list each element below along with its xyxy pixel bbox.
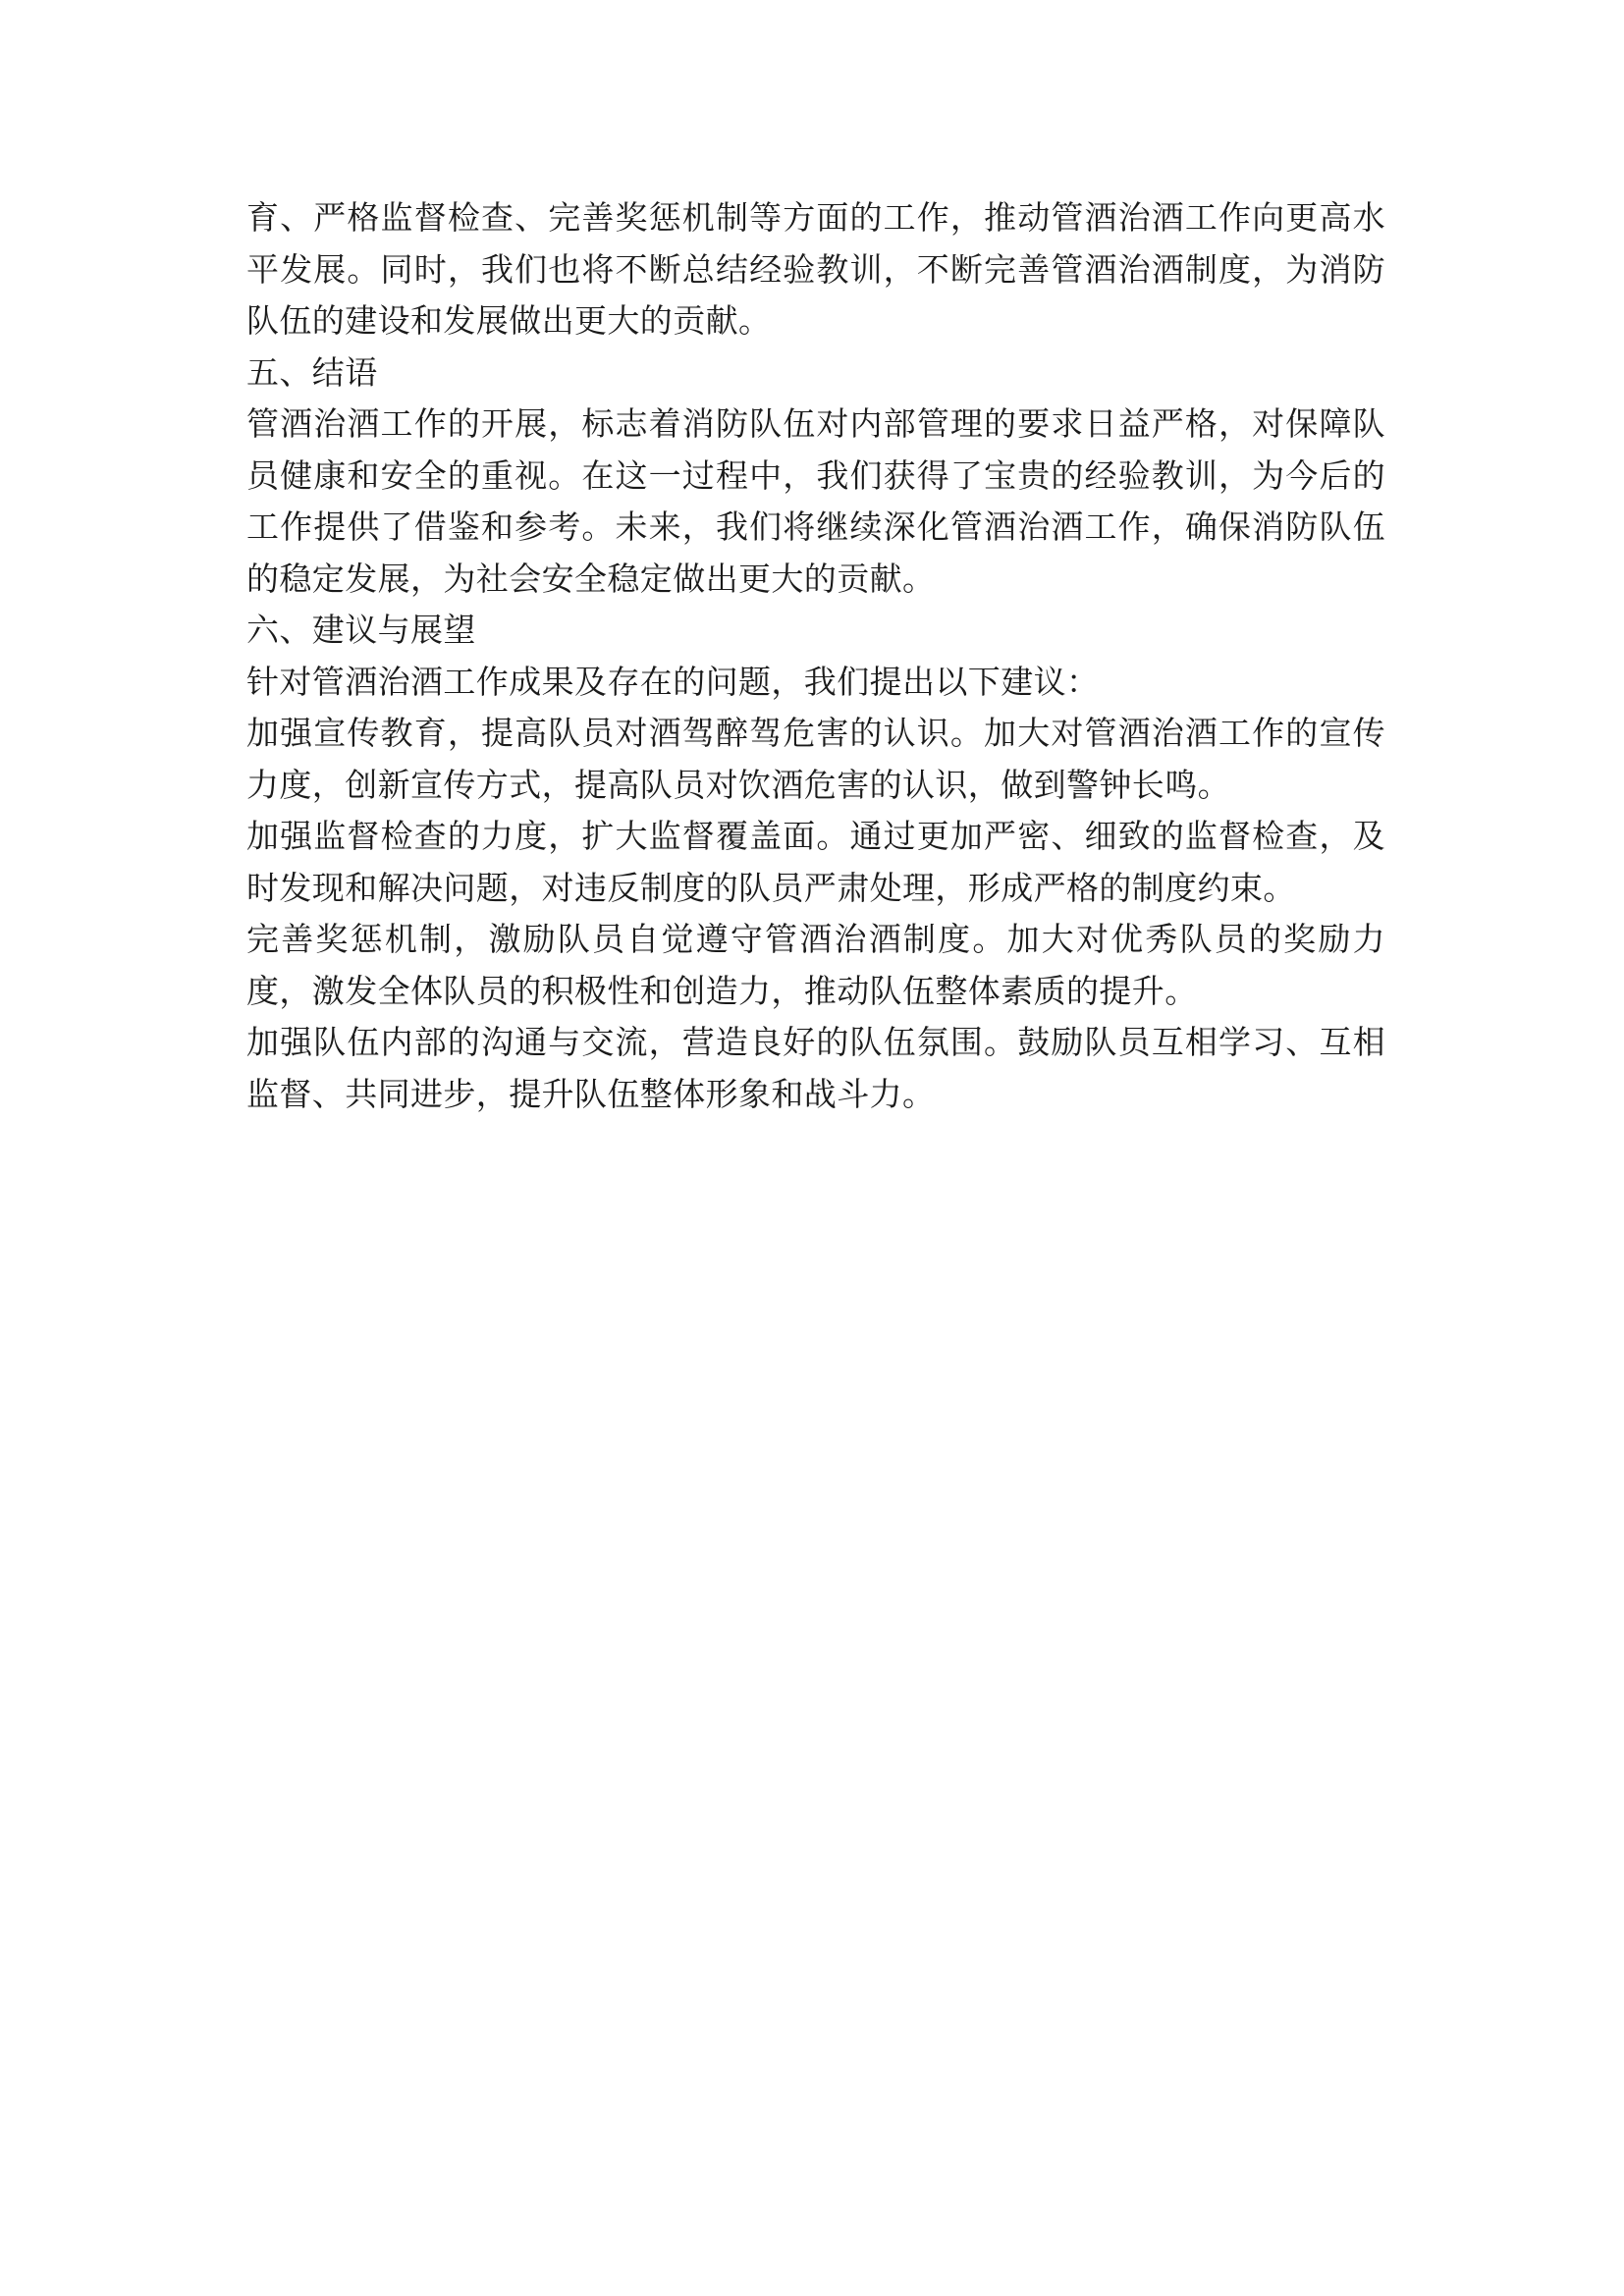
paragraph-suggestion-1: 加强宣传教育，提高队员对酒驾醉驾危害的认识。加大对管酒治酒工作的宣传力度，创新宣传方式，提高队员对饮酒危害的认识，做到警钟长鸣。 xyxy=(246,714,1385,804)
section-heading-conclusion: 五、结语 xyxy=(246,352,378,392)
paragraph-conclusion: 管酒治酒工作的开展，标志着消防队伍对内部管理的要求日益严格，对保障队员健康和安全的重视。在这一过程中，我们获得了宝贵的经验教训，为今后的工作提供了借鉴和参考。未来，我们将继续深化管酒治酒工作，确保消防队伍的稳定发展，为社会安全稳定做出更大的贡献。 xyxy=(246,404,1385,598)
section-heading-suggestions: 六、建议与展望 xyxy=(246,611,476,649)
paragraph-suggestion-3: 完善奖惩机制，激励队员自觉遵守管酒治酒制度。加大对优秀队员的奖励力度，激发全体队员的积极性和创造力，推动队伍整体素质的提升。 xyxy=(246,920,1385,1010)
paragraph-continuation: 育、严格监督检查、完善奖惩机制等方面的工作，推动管酒治酒工作向更高水平发展。同时，我们也将不断总结经验教训，不断完善管酒治酒制度，为消防队伍的建设和发展做出更大的贡献。 xyxy=(246,198,1385,340)
document-body xyxy=(246,192,1385,1120)
paragraph-suggestions-intro: 针对管酒治酒工作成果及存在的问题，我们提出以下建议： xyxy=(246,662,1100,701)
paragraph-suggestion-2: 加强监督检查的力度，扩大监督覆盖面。通过更加严密、细致的监督检查，及时发现和解决问题，对违反制度的队员严肃处理，形成严格的制度约束。 xyxy=(246,817,1385,907)
paragraph-suggestion-4: 加强队伍内部的沟通与交流，营造良好的队伍氛围。鼓励队员互相学习、互相监督、共同进步，提升队伍整体形象和战斗力。 xyxy=(246,1023,1385,1113)
